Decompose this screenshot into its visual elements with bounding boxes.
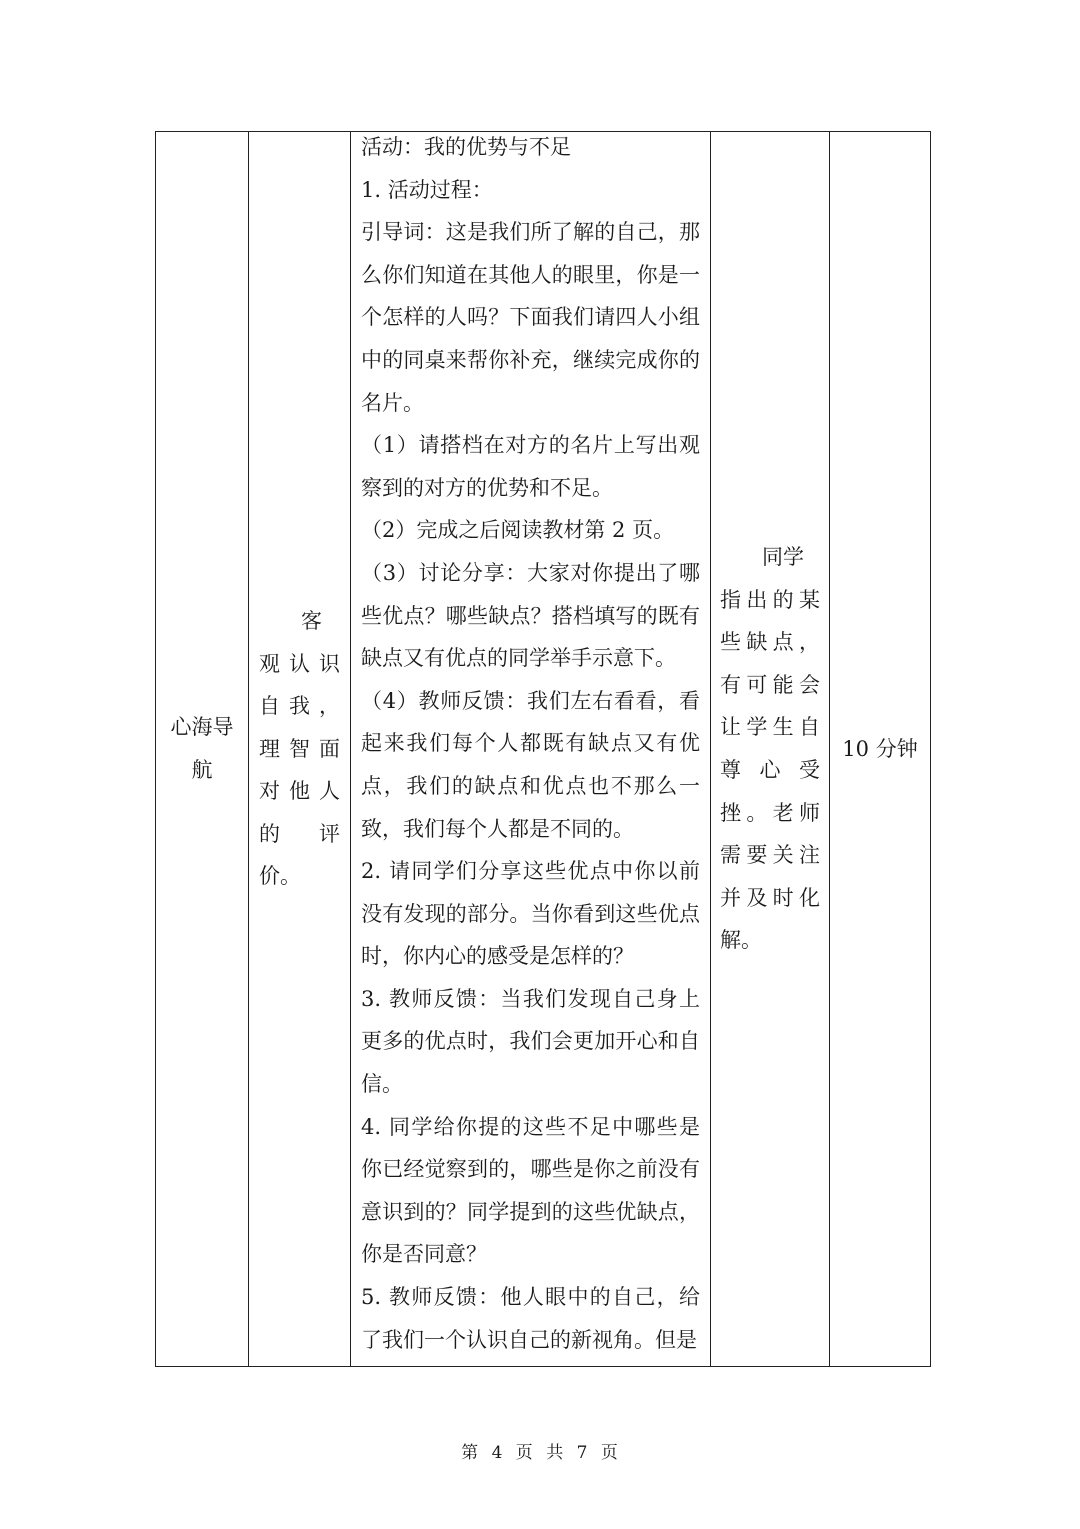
process-text [351, 126, 710, 1361]
goal-text [249, 600, 350, 898]
note-rest: 指出的某些缺点，有可能会让学生自尊心受挫。老师需要关注并及时化解。 [720, 587, 820, 953]
process-line: 4. 同学给你提的这些不足中哪些是你已经觉察到的，哪些是你之前没有意识到的？同学提到的这些优缺点，你是否同意？ [361, 1114, 700, 1267]
time-label: 10 分钟 [842, 736, 918, 761]
stage-cell [156, 132, 249, 1367]
process-line: 引导词：这是我们所了解的自己，那么你们知道在其他人的眼里，你是一个怎样的人吗？下面我们请四人小组中的同桌来帮你补充，继续完成你的名片。 [361, 220, 700, 415]
process-line: （4）教师反馈：我们左右看看，看起来我们每个人都既有缺点又有优点，我们的缺点和优点也不那么一致，我们每个人都是不同的。 [361, 688, 700, 841]
note-text [711, 536, 829, 962]
process-line: 3. 教师反馈：当我们发现自己身上更多的优点时，我们会更加开心和自信。 [361, 986, 700, 1097]
table-row [156, 132, 931, 1367]
stage-label: 心海导航 [170, 715, 234, 782]
process-line: （1）请搭档在对方的名片上写出观察到的对方的优势和不足。 [361, 433, 700, 500]
goal-cell [249, 132, 351, 1367]
note-cell [711, 132, 830, 1367]
goal-text-content: 客观认识自我，理智面对他人的评价。 [259, 608, 340, 889]
lesson-plan-table [155, 131, 931, 1367]
process-line: （3）讨论分享：大家对你提出了哪些优点？哪些缺点？搭档填写的既有缺点又有优点的同学举手示意下。 [361, 560, 700, 671]
process-cell [351, 132, 711, 1367]
process-line: 活动：我的优势与不足 [361, 135, 571, 159]
process-line: 1. 活动过程： [361, 177, 493, 202]
process-line: （2）完成之后阅读教材第 2 页。 [361, 518, 675, 543]
process-line: 5. 教师反馈：他人眼中的自己，给了我们一个认识自己的新视角。但是 [361, 1285, 700, 1352]
page-footer: 第 4 页 共 7 页 [461, 1443, 619, 1463]
note-first: 同学 [762, 545, 804, 570]
time-cell [830, 132, 931, 1367]
process-line: 2. 请同学们分享这些优点中你以前没有发现的部分。当你看到这些优点时，你内心的感受是怎样的？ [361, 859, 700, 969]
